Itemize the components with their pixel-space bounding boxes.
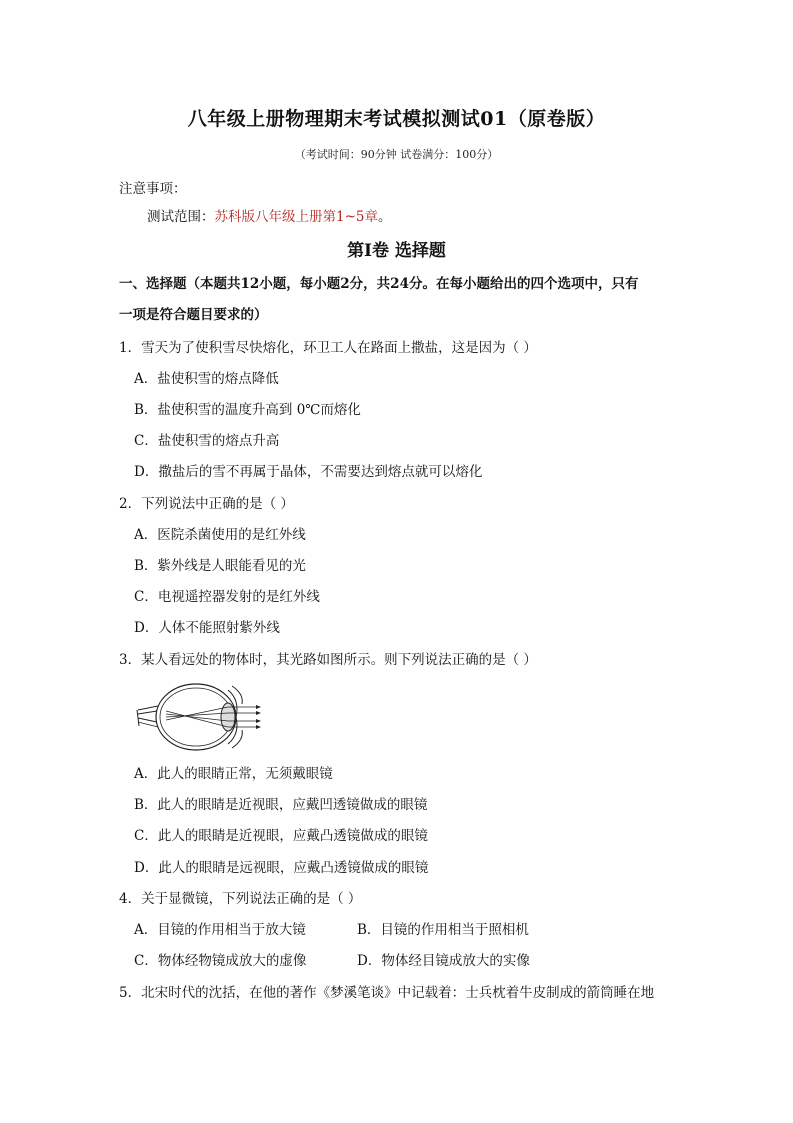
question-2-option-d: D．人体不能照射紫外线: [134, 620, 280, 636]
section-heading-line1: 一、选择题（本题共12小题，每小题2分，共24分。在每小题给出的四个选项中，只有: [119, 276, 639, 292]
question-1-option-c: C．盐使积雪的熔点升高: [134, 433, 280, 449]
exam-subtitle: （考试时间：90分钟 试卷满分：100分）: [294, 148, 499, 161]
question-4-option-d: D．物体经目镜成放大的实像: [357, 953, 530, 969]
volume-title: 第Ⅰ卷 选择题: [347, 241, 446, 261]
question-3-option-b: B．此人的眼睛是近视眼，应戴凹透镜做成的眼镜: [134, 797, 428, 813]
question-1-option-b: B．盐使积雪的温度升高到 0℃而熔化: [134, 402, 361, 418]
exam-title: 八年级上册物理期末考试模拟测试01（原卷版）: [187, 108, 606, 130]
question-3-option-d: D．此人的眼睛是远视眼，应戴凸透镜做成的眼镜: [134, 860, 429, 876]
question-4-option-b: B．目镜的作用相当于照相机: [357, 922, 529, 938]
question-2-option-c: C．电视遥控器发射的是红外线: [134, 589, 320, 605]
notes-scope-suffix: 。: [378, 209, 392, 225]
question-3-option-c: C．此人的眼睛是近视眼，应戴凸透镜做成的眼镜: [134, 828, 428, 844]
question-1-option-a: A．盐使积雪的熔点降低: [134, 371, 279, 387]
question-2-stem: 2．下列说法中正确的是（ ）: [119, 496, 294, 512]
notes-scope-range: 苏科版八年级上册第1~5章: [214, 209, 378, 225]
question-4-stem: 4．关于显微镜，下列说法正确的是（ ）: [119, 891, 362, 907]
question-4-option-c: C．物体经物镜成放大的虚像: [134, 953, 307, 969]
question-1-option-d: D．撒盐后的雪不再属于晶体，不需要达到熔点就可以熔化: [134, 464, 483, 480]
question-3-stem: 3．某人看远处的物体时，其光路如图所示。则下列说法正确的是（ ）: [119, 652, 537, 668]
notes-heading: 注意事项：: [119, 181, 187, 197]
section-heading-line2: 一项是符合题目要求的）: [119, 307, 268, 323]
notes-scope: [147, 205, 392, 225]
eye-diagram-icon: [136, 680, 266, 754]
question-3-option-a: A．此人的眼睛正常，无须戴眼镜: [134, 766, 333, 782]
question-4-option-a: A．目镜的作用相当于放大镜: [134, 922, 306, 938]
question-2-option-a: A．医院杀菌使用的是红外线: [134, 527, 306, 543]
notes-scope-prefix: 测试范围：: [147, 209, 215, 225]
question-1-stem: 1．雪天为了使积雪尽快熔化，环卫工人在路面上撒盐，这是因为（ ）: [119, 340, 537, 356]
question-5-stem: 5．北宋时代的沈括，在他的著作《梦溪笔谈》中记载着：士兵枕着牛皮制成的箭筒睡在地: [119, 985, 655, 1001]
question-2-option-b: B．紫外线是人眼能看见的光: [134, 558, 306, 574]
